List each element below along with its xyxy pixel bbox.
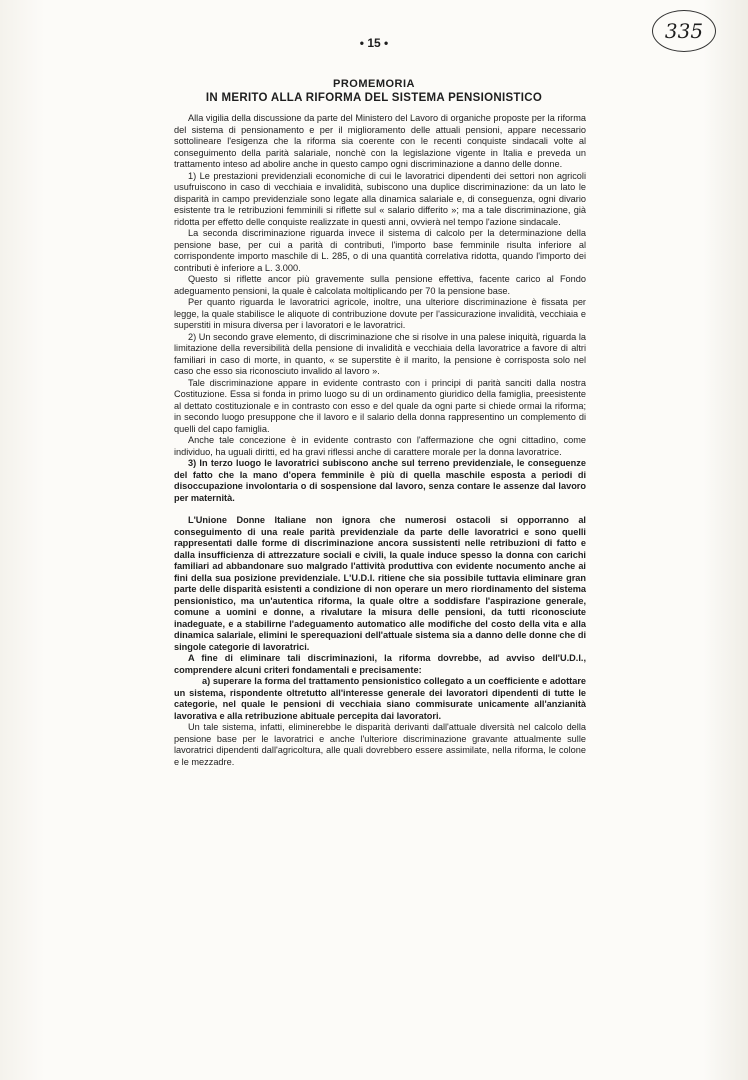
document-body <box>174 113 586 768</box>
paragraph-equal-rights: Anche tale concezione è in evidente contrasto con l'affermazione che ogni cittadino, come individuo, ha uguali diritti, ed ha gravi riflessi anche di carattere morale per la donna lavoratrice. <box>174 435 586 457</box>
paragraph-system-effect: Un tale sistema, infatti, eliminerebbe le disparità derivanti dall'attuale diversità nel calcolo della pensione base per le lavoratrici e anche l'ulteriore discriminazione gravante attualmente sulle lavoratrici dipendenti dall'agricoltura, alle quali dovrebbero essere assimilate, nella riforma, le colone e le mezzadre. <box>174 722 586 767</box>
paragraph-agricultural: Per quanto riguarda le lavoratrici agricole, inoltre, una ulteriore discriminazione è fissata per legge, la quale stabilisce le aliquote di contribuzione dovute per l'assicurazione invalidità, vecchiaia e superstiti in misura diversa per i lavoratori e le lavoratrici. <box>174 297 586 330</box>
paragraph-point-3: 3) In terzo luogo le lavoratrici subiscono anche sul terreno previdenziale, le conseguenze del fatto che la mano d'opera femminile è più di quella maschile esposta a periodi di disoccupazione involontaria o di sospensione dal lavoro, senza contare le assenze dal lavoro per maternità. <box>174 458 586 503</box>
paragraph-intro: Alla vigilia della discussione da parte del Ministero del Lavoro di organiche proposte per la riforma del sistema di pensionamento e per il miglioramento delle attuali pensioni, appare necessario sottolineare l'esigenza che la riforma sia coerente con le recenti conquiste sindacali volte al conseguimento della parità salariale, nonchè con la legislazione vigente in Italia e preveda un trattamento inteso ad abolire anche in questo campo ogni discriminazione a danno delle donne. <box>174 113 586 169</box>
paragraph-effective-pension: Questo si riflette ancor più gravemente sulla pensione effettiva, facente carico al Fondo adeguamento pensioni, la quale è calcolata moltiplicando per 70 la pensione base. <box>174 274 586 296</box>
paragraph-constitution: Tale discriminazione appare in evidente contrasto con i principi di parità sanciti dalla nostra Costituzione. Essa si fonda in primo luogo su di un ordinamento giuridico della famiglia, preesistente al dettato costituzionale e in contrasto con esso e del quale da ogni parte si chiede ormai la riforma; in secondo luogo presuppone che il lavoro e il salario della donna rappresentino un complemento di quelli del capo famiglia. <box>174 377 586 434</box>
paragraph-second-discrimination: La seconda discriminazione riguarda invece il sistema di calcolo per la determinazione della pensione base, per cui a parità di contributi, l'importo base femminile risulta inferiore al corrispondente importo maschile di L. 285, o di una quantità correlativa ridotta, quando l'importo dei contributi è inferiore a L. 3.000. <box>174 228 586 273</box>
paragraph-criteria: A fine di eliminare tali discriminazioni, la riforma dovrebbe, ad avviso dell'U.D.I., comprendere alcuni criteri fondamentali e precisamente: <box>174 653 586 675</box>
title-line-2: IN MERITO ALLA RIFORMA DEL SISTEMA PENSIONISTICO <box>205 92 543 104</box>
paragraph-criterion-a: a) superare la forma del trattamento pensionistico collegato a un coefficiente e adottare un sistema, rispondente oltretutto all'interesse generale dei lavoratori dipendenti di tutte le categorie, nel quale le pensioni di vecchiaia siano commisurate unicamente all'anzianità lavorativa e alla retribuzione abituale percepita dai lavoratori. <box>174 676 586 721</box>
page-number: • 15 • <box>359 36 389 50</box>
paragraph-udi: L'Unione Donne Italiane non ignora che numerosi ostacoli si opporranno al conseguimento di una reale parità previdenziale da parte delle lavoratrici e sono quelli rappresentati dalle forme di discriminazione ancora sussistenti nelle retribuzioni di fatto e dalla insufficienza di attrezzature sociali e civili, la quale induce spesso la donna con carichi familiari ad abbandonare suo malgrado l'attività produttiva con evidente nocumento anche ai fini della sua posizione previdenziale. L'U.D.I. ritiene che sia possibile tuttavia eliminare gran parte delle disparità esistenti a condizione di non operare un mero riordinamento del sistema pensionistico, ma un'autentica riforma, la quale oltre a soddisfare l'aspirazione generale, comune a uomini e donne, a rivalutare la misura delle pensioni, da tutti riconosciute inadeguate, e a stabilirne l'adeguamento automatico alle modifiche del costo della vita e alla dinamica salariale, elimini le sperequazioni dell'attuale sistema sia a danno delle donne che di singole categorie di lavoratrici. <box>174 515 586 652</box>
paragraph-point-2: 2) Un secondo grave elemento, di discriminazione che si risolve in una palese iniquità, riguarda la limitazione della reversibilità della pensione di invalidità e vecchiaia della lavoratrice a favore di altri familiari in caso di morte, in quanto, « se superstite è il marito, la pensione è corrisposta solo nel caso che esso sia riconosciuto invalido al lavoro ». <box>174 331 586 376</box>
paragraph-point-1: 1) Le prestazioni previdenziali economiche di cui le lavoratrici dipendenti dei settori non agricoli usufruiscono in caso di vecchiaia e invalidità, subiscono una duplice discriminazione: da un lato le disparità in campo previdenziale sono legate alla dinamica salariale e, di conseguenza, ogni divario esistente tra le retribuzioni femminili si riflette sul « salario differito »; ma a tale discriminazione, già ridotta per effetto delle conquiste realizzate in questi anni, ovvierà nel tempo l'azione sindacale. <box>174 170 586 227</box>
archive-stamp: 335 <box>652 10 716 52</box>
title-line-1: PROMEMORIA <box>333 78 415 90</box>
